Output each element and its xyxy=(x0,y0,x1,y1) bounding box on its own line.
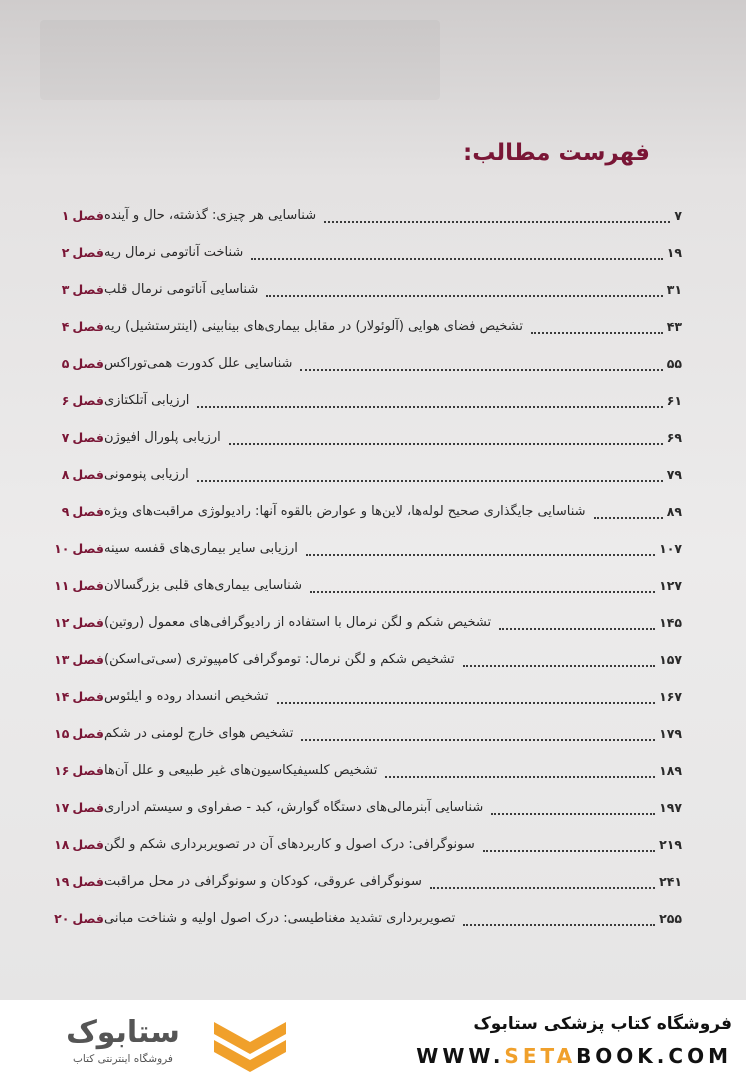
chapter-number: ۱۳ xyxy=(54,651,70,667)
dot-leader xyxy=(197,466,663,482)
chapter-number: ۲۰ xyxy=(54,910,70,926)
chapter-number: ۹ xyxy=(61,503,70,519)
page-number: ۴۳ xyxy=(666,318,682,334)
chapter-title: شناسایی هر چیزی: گذشته، حال و آینده xyxy=(104,207,317,223)
chapter-word: فصل xyxy=(72,577,104,593)
chapter-number: ۱۴ xyxy=(54,688,70,704)
chapter-title: ارزیابی سایر بیماری‌های قفسه سینه xyxy=(104,540,298,556)
toc-row xyxy=(46,237,682,267)
chapter-label xyxy=(46,763,104,778)
chapter-title: تصویربرداری تشدید مغناطیسی: درک اصول اولیه و شناخت مبانی xyxy=(104,910,456,926)
chapter-title: شناسایی آبنرمالی‌های دستگاه گوارش، کبد - صفراوی و سیستم ادراری xyxy=(104,799,484,815)
dot-leader xyxy=(277,688,656,704)
chapter-number: ۳ xyxy=(61,281,70,297)
page-number: ۲۵۵ xyxy=(659,910,682,926)
logo-chevron-icon xyxy=(210,1018,290,1072)
dot-leader xyxy=(300,355,662,371)
chapter-number: ۱۲ xyxy=(54,614,70,630)
page-number: ۲۴۱ xyxy=(659,873,682,889)
toc-row xyxy=(46,200,682,230)
toc-title: فهرست مطالب: xyxy=(463,140,650,166)
chapter-title: شناسایی علل کدورت همی‌توراکس xyxy=(104,355,293,371)
dot-leader xyxy=(531,318,663,334)
chapter-title: تشخیص شکم و لگن نرمال با استفاده از رادیوگرافی‌های معمول (روتین) xyxy=(104,614,492,630)
chapter-number: ۴ xyxy=(61,318,70,334)
url-accent: SETA xyxy=(504,1044,577,1068)
chapter-label xyxy=(46,356,104,371)
dot-leader xyxy=(483,836,655,852)
chapter-word: فصل xyxy=(72,651,104,667)
chapter-number: ۱۶ xyxy=(54,762,70,778)
page-number: ۸۹ xyxy=(666,503,682,519)
toc-row xyxy=(46,792,682,822)
page-number: ۱۲۷ xyxy=(659,577,682,593)
chapter-word: فصل xyxy=(72,503,104,519)
chapter-label xyxy=(46,615,104,630)
chapter-title: شناسایی بیماری‌های قلبی بزرگسالان xyxy=(104,577,302,593)
chapter-number: ۱ xyxy=(61,207,70,223)
chapter-label xyxy=(46,726,104,741)
chapter-label xyxy=(46,393,104,408)
chapter-number: ۷ xyxy=(61,429,70,445)
chapter-title: شناسایی آناتومی نرمال قلب xyxy=(104,281,259,297)
chapter-label xyxy=(46,911,104,926)
chapter-label xyxy=(46,319,104,334)
page-number: ۷۹ xyxy=(666,466,682,482)
chapter-number: ۲ xyxy=(61,244,70,260)
chapter-word: فصل xyxy=(72,429,104,445)
dot-leader xyxy=(266,281,662,297)
store-footer xyxy=(0,1000,746,1080)
page-number: ۶۹ xyxy=(666,429,682,445)
chapter-label xyxy=(46,652,104,667)
chapter-word: فصل xyxy=(72,281,104,297)
chapter-word: فصل xyxy=(72,873,104,889)
page-number: ۵۵ xyxy=(666,355,682,371)
dot-leader xyxy=(229,429,663,445)
chapter-label xyxy=(46,800,104,815)
dot-leader xyxy=(251,244,662,260)
chapter-title: تشخیص کلسیفیکاسیون‌های غیر طبیعی و علل آن‌ها xyxy=(104,762,378,778)
toc-row xyxy=(46,718,682,748)
chapter-label xyxy=(46,245,104,260)
logo-tagline: فروشگاه اینترنتی کتاب xyxy=(73,1053,173,1065)
chapter-label xyxy=(46,541,104,556)
chapter-number: ۱۷ xyxy=(54,799,70,815)
page-number: ۲۱۹ xyxy=(659,836,682,852)
dot-leader xyxy=(385,762,655,778)
chapter-number: ۶ xyxy=(61,392,70,408)
chapter-title: تشخیص شکم و لگن نرمال: توموگرافی کامپیوتری (سی‌تی‌اسکن) xyxy=(104,651,455,667)
toc-row xyxy=(46,829,682,859)
chapter-title: ارزیابی پنومونی xyxy=(104,466,189,482)
chapter-label xyxy=(46,467,104,482)
chapter-label xyxy=(46,874,104,889)
dot-leader xyxy=(310,577,655,593)
toc-row xyxy=(46,533,682,563)
toc-row xyxy=(46,903,682,933)
chapter-label xyxy=(46,504,104,519)
chapter-word: فصل xyxy=(72,688,104,704)
toc-row xyxy=(46,570,682,600)
chapter-label xyxy=(46,837,104,852)
chapter-word: فصل xyxy=(72,318,104,334)
chapter-title: سونوگرافی عروقی، کودکان و سونوگرافی در محل مراقبت xyxy=(104,873,422,889)
url-prefix: WWW. xyxy=(416,1044,505,1068)
dot-leader xyxy=(499,614,655,630)
dot-leader xyxy=(301,725,655,741)
chapter-number: ۱۱ xyxy=(54,577,70,593)
chapter-number: ۱۸ xyxy=(54,836,70,852)
chapter-word: فصل xyxy=(72,392,104,408)
chapter-title: ارزیابی پلورال افیوژن xyxy=(104,429,221,445)
url-suffix: BOOK.COM xyxy=(576,1044,732,1068)
page-number: ۱۸۹ xyxy=(659,762,682,778)
page-number: ۶۱ xyxy=(666,392,682,408)
toc-row xyxy=(46,496,682,526)
chapter-title: تشخیص فضای هوایی (آلوئولار) در مقابل بیماری‌های بینابینی (اینترستشیل) ریه xyxy=(104,318,524,334)
toc-row xyxy=(46,459,682,489)
dot-leader xyxy=(430,873,655,889)
chapter-number: ۸ xyxy=(61,466,70,482)
chapter-title: سونوگرافی: درک اصول و کاربردهای آن در تصویربرداری شکم و لگن xyxy=(104,836,475,852)
chapter-title: شناسایی جایگذاری صحیح لوله‌ها، لاین‌ها و عوارض بالقوه آنها: رادیولوژی مراقبت‌های ویژه xyxy=(104,503,586,519)
dot-leader xyxy=(463,910,655,926)
chapter-label xyxy=(46,689,104,704)
store-logo[interactable] xyxy=(38,1014,208,1074)
chapter-word: فصل xyxy=(72,540,104,556)
toc-row xyxy=(46,274,682,304)
toc-row xyxy=(46,644,682,674)
chapter-word: فصل xyxy=(72,207,104,223)
page-number: ۱۵۷ xyxy=(659,651,682,667)
toc-row xyxy=(46,866,682,896)
toc-row xyxy=(46,311,682,341)
toc-row xyxy=(46,681,682,711)
toc-row xyxy=(46,422,682,452)
chapter-word: فصل xyxy=(72,725,104,741)
chapter-label xyxy=(46,578,104,593)
chapter-label xyxy=(46,282,104,297)
chapter-title: تشخیص هوای خارج لومنی در شکم xyxy=(104,725,294,741)
chapter-word: فصل xyxy=(72,762,104,778)
toc-row xyxy=(46,607,682,637)
chapter-title: شناخت آناتومی نرمال ریه xyxy=(104,244,244,260)
chapter-word: فصل xyxy=(72,910,104,926)
toc-row xyxy=(46,755,682,785)
chapter-label xyxy=(46,208,104,223)
chapter-word: فصل xyxy=(72,244,104,260)
dot-leader xyxy=(594,503,663,519)
page-number: ۱۰۷ xyxy=(659,540,682,556)
chapter-word: فصل xyxy=(72,355,104,371)
page-number: ۱۹ xyxy=(666,244,682,260)
chapter-title: تشخیص انسداد روده و ایلئوس xyxy=(104,688,269,704)
page-number: ۱۶۷ xyxy=(659,688,682,704)
dot-leader xyxy=(306,540,655,556)
dot-leader xyxy=(324,207,670,223)
store-url[interactable] xyxy=(416,1044,732,1068)
page-number: ۱۴۵ xyxy=(659,614,682,630)
page-number: ۱۷۹ xyxy=(659,725,682,741)
dot-leader xyxy=(491,799,655,815)
store-name: فروشگاه کتاب پزشکی ستابوک xyxy=(473,1014,732,1034)
page-number: ۱۹۷ xyxy=(659,799,682,815)
chapter-title: ارزیابی آتلکتازی xyxy=(104,392,190,408)
chapter-word: فصل xyxy=(72,799,104,815)
toc-row xyxy=(46,348,682,378)
chapter-word: فصل xyxy=(72,836,104,852)
logo-word: ستابوک xyxy=(66,1015,180,1050)
page-number: ۳۱ xyxy=(666,281,682,297)
toc-row xyxy=(46,385,682,415)
chapter-word: فصل xyxy=(72,614,104,630)
page-number: ۷ xyxy=(674,207,682,223)
dot-leader xyxy=(463,651,656,667)
chapter-number: ۵ xyxy=(61,355,70,371)
chapter-number: ۱۵ xyxy=(54,725,70,741)
chapter-word: فصل xyxy=(72,466,104,482)
chapter-label xyxy=(46,430,104,445)
dot-leader xyxy=(197,392,662,408)
chapter-number: ۱۰ xyxy=(54,540,70,556)
chapter-number: ۱۹ xyxy=(54,873,70,889)
